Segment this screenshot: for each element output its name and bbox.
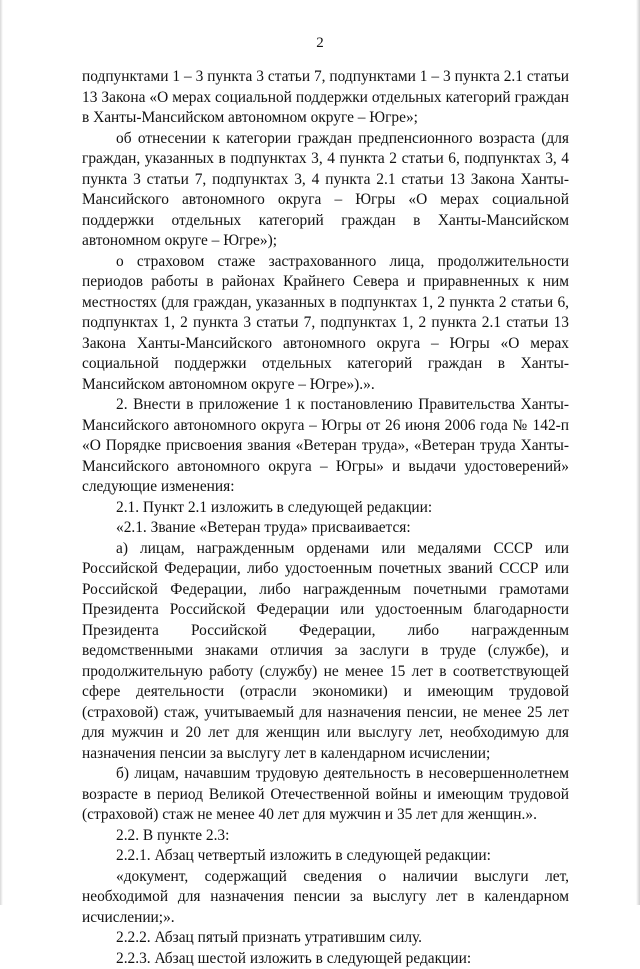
paragraph-pre-retirement-age: об отнесении к категории граждан предпенсионного возраста (для граждан, указанных в подпунктах 3, 4 пункта 2 статьи 6, подпунктах 3, 4 пункта 3 статьи 7, подпунктах 3, 4 пункта 2.1 статьи 13 Закона Ханты-Мансийского автономного округа – Югры «О мерах социальной поддержки отдельных категорий граждан в Ханты-Мансийском автономном округе – Югре»); [82,129,569,252]
paragraph-item-2-2: 2.2. В пункте 2.3: [82,826,569,847]
paragraph-veteran-title: «2.1. Звание «Ветеран труда» присваивается: [82,518,569,539]
paragraph-item-2-2-3: 2.2.3. Абзац шестой изложить в следующей редакции: [82,949,569,969]
paragraph-amendment-2: 2. Внести в приложение 1 к постановлению Правительства Ханты-Мансийского автономного округа – Югры от 26 июня 2006 года № 142-п «О Порядке присвоения звания «Ветеран труда», «Ветеран труда Ханты-Мансийского автономного округа – Югры» и выдачи удостоверений» следующие изменения: [82,395,569,498]
paragraph-insurance-record: о страховом стаже застрахованного лица, продолжительности периодов работы в районах Крайнего Севера и приравненных к ним местностях (для граждан, указанных в подпунктах 1, 2 пункта 2 статьи 6, подпунктах 1, 2 пункта 3 статьи 7, подпунктах 1, 2 пункта 2.1 статьи 13 Закона Ханты-Мансийского автономного округа – Югры «О мерах социальной поддержки отдельных категорий граждан в Ханты-Мансийском автономном округе – Югре»).». [82,252,569,396]
page-number: 2 [0,35,640,52]
paragraph-item-2-1: 2.1. Пункт 2.1 изложить в следующей редакции: [82,498,569,519]
document-body [82,67,569,969]
paragraph-item-2-2-1: 2.2.1. Абзац четвертый изложить в следующей редакции: [82,846,569,867]
scan-edge-right [636,0,640,905]
scan-edge-left [0,0,3,905]
paragraph-item-2-2-2: 2.2.2. Абзац пятый признать утратившим силу. [82,928,569,949]
paragraph-subitem-b: б) лицам, начавшим трудовую деятельность в несовершеннолетнем возрасте в период Великой Отечественной войны и имеющим трудовой (страховой) стаж не менее 40 лет для мужчин и 35 лет для женщин.». [82,764,569,826]
paragraph-continuation: подпунктами 1 – 3 пункта 3 статьи 7, подпунктами 1 – 3 пункта 2.1 статьи 13 Закона «О мерах социальной поддержки отдельных категорий граждан в Ханты-Мансийском автономном округе – Югре»; [82,67,569,129]
paragraph-document-quote: «документ, содержащий сведения о наличии выслуги лет, необходимой для назначения пенсии за выслугу лет в календарном исчислении;». [82,867,569,929]
paragraph-subitem-a: а) лицам, награжденным орденами или медалями СССР или Российской Федерации, либо удостоенным почетных званий СССР или Российской Федерации, либо награжденным почетными грамотами Президента Российской Федерации или удостоенным благодарности Президента Российской Федерации, либо награжденным ведомственными знаками отличия за заслуги в труде (службе), и продолжительную работу (службу) не менее 15 лет в соответствующей сфере деятельности (отрасли экономики) и имеющим трудовой (страховой) стаж, учитываемый для назначения пенсии, не менее 25 лет для мужчин и 20 лет для женщин или выслугу лет, необходимую для назначения пенсии за выслугу лет в календарном исчислении; [82,539,569,765]
